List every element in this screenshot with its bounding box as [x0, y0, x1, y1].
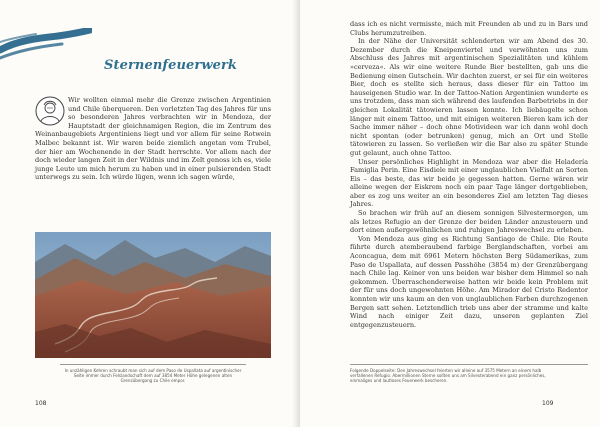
author-portrait-icon: [35, 96, 65, 126]
page-number-left: 108: [35, 400, 47, 407]
brush-stroke-decoration: [0, 28, 92, 66]
right-column-text: [350, 20, 588, 329]
paragraph: In der Nähe der Universität schlenderten wir am Abend des 30. Dezember durch die Kneipenviertel und verwöhnten uns zum Abschluss des Jahres mit argentinischen Spezialitäten und kühlem »cerveza«. Als wir eine weitere Runde Bier bestellten, gab uns die Bedienung einen Gutschein. Wir dachten zuerst, er sei für ein weiteres Bier, doch es stellte sich heraus, dass dieser für ein Tattoo im hauseigenen Studio war. In der Tattoo-Nation Argentinien wunderte es uns trotzdem, dass man sich während des laufenden Barbetriebs in der gleichen Lokalität tätowieren lassen konnte. Ich liebäugelte schon länger mit einem Tattoo, und mit einigen weiteren Bieren kam ich der Sache immer näher – doch ohne Motivideen war ich dann wohl doch nicht spontan (oder betrunken) genug, mich an Ort und Stelle tätowieren zu lassen. So verließen wir die Bar also zu später Stunde gut gelaunt, auch ohne Tattoo.: [350, 37, 588, 157]
paragraph: Unser persönliches Highlight in Mendoza war aber die Heladería Famiglia Perin. Eine Eisdiele mit einer unglaublichen Vielfalt an Sorten Eis – das beste, das wir beide je gegessen hatten. Gerne wären wir alleine wegen der Eiskrem noch ein paar Tage länger dortgeblieben, aber es zog uns weiter an ein besonderes Ziel am letzten Tag dieses Jahres.: [350, 157, 588, 209]
paragraph: Von Mendoza aus ging es Richtung Santiago de Chile. Die Route führte durch atemberaubend farbige Berglandschaften, vorbei am Aconcagua, dem mit 6961 Metern höchsten Berg Südamerikas, zum Paso de Uspallata, auf dessen Passhöhe (3854 m) der Grenzübergang nach Chile lag. Keiner von uns beiden war bisher dem Himmel so nah gekommen. Überraschenderweise hatten wir beide kein Problem mit der für uns doch ungewohnten Höhe. Am Mirador del Cristo Redentor konnten wir uns kaum an den von unglaublichen Farben durchzogenen Bergen satt sehen. Letztendlich trieb uns aber der stramme und kalte Wind nach einiger Zeit dazu, unseren geplanten Ziel entgegenzusteuern.: [350, 234, 588, 329]
chapter-title: Sternenfeuerwerk: [104, 58, 238, 73]
page-number-right: 109: [542, 400, 554, 407]
mountain-road-photo: [35, 232, 271, 358]
next-spread-caption: Folgende Doppelseite: Den Jahreswechsel feierten wir alleine auf 3575 Metern an einem halb verfallenen Refugio. Abermillionen Sterne sollten uns am Silvesterabend ein ganz persönliches, einmaliges und lautloses Feuerwerk bescheren.: [350, 368, 546, 384]
paragraph: So brachen wir früh auf an diesem sonnigen Silvestermorgen, um als letzes Refugio an der Grenze der beiden Länder anzusteuern und dort einen außergewöhnlichen und ruhigen Jahreswechsel zu erleben.: [350, 209, 588, 235]
paragraph: dass ich es nicht vermisste, mich mit Freunden ab und zu in Bars und Clubs herumzutreiben.: [350, 20, 588, 37]
photo-caption: In unzähligen Kehren schraubt man sich auf dem Paso de Uspallata auf argentinischer Seite immer durch Felslandschaft dem auf 3854 Meter Höhe gelegenen alten Grenzübergang zu Chile empor.: [64, 368, 242, 384]
caption-rule: [350, 364, 588, 365]
intro-paragraph: [35, 96, 271, 182]
caption-rule: [60, 364, 246, 365]
intro-text: Wir wollten einmal mehr die Grenze zwischen Argentinien und Chile überqueren. Den vorletzten Tag des Jahres für uns so besonderen Jahres verbrachten wir in Mendoza, der Hauptstadt der gleichnamigen Region, die im Zentrum des Weinanbaugebiets Argentiniens liegt und vor allem für seine Rotwein Malbec bekannt ist. Wir waren beide ziemlich angetan vom Trubel, der hier am Wochenende in der Stadt herrschte. Vor allem nach der doch wieder langen Zeit in der Wildnis und im Zelt genoss ich es, viele junge Leute um mich herum zu haben und in einer pulsierenden Stadt unterwegs zu sein. Ich würde lügen, wenn ich sagen würde,: [35, 96, 271, 182]
